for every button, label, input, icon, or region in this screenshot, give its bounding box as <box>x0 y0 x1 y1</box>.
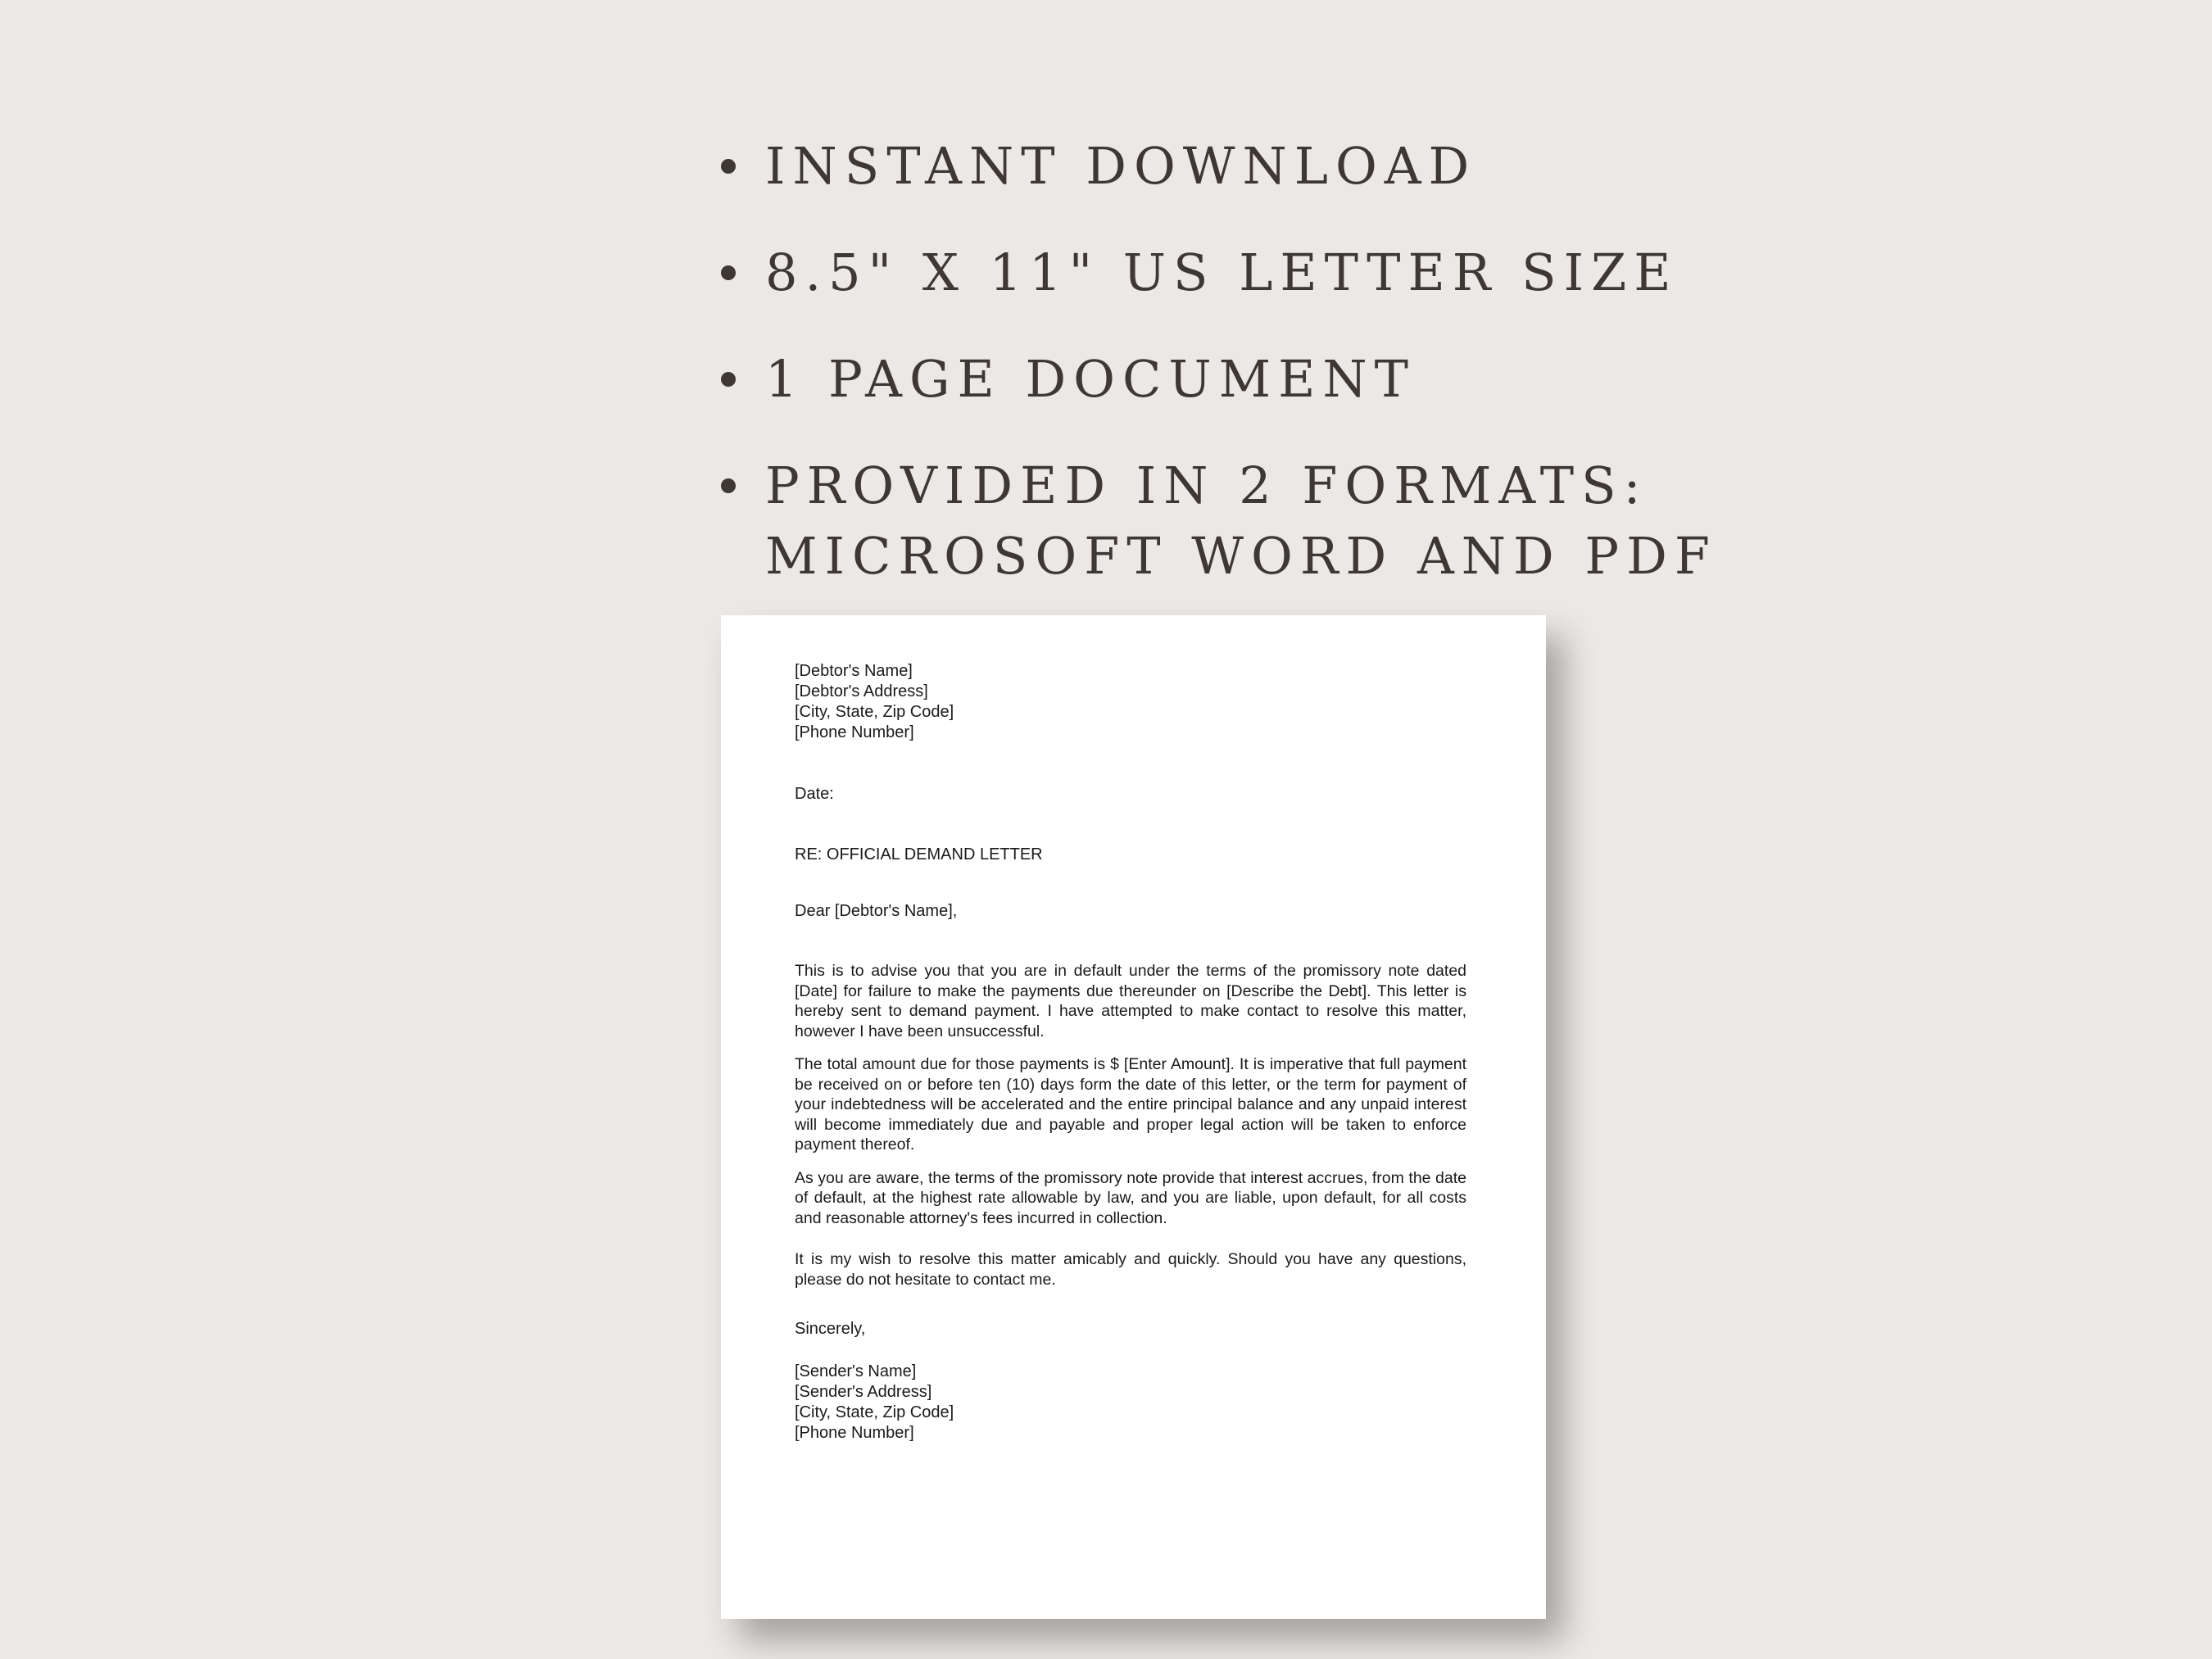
paragraph: The total amount due for those payments is $ [Enter Amount]. It is imperative that full payment be received on or before ten (10) days form the date of this letter, or the term for payment of your indebtedness will be accelerated and the entire principal balance and any unpaid interest will become immediately due and payable and proper legal action will be taken to enforce payment thereof. <box>795 1055 1466 1154</box>
bullet-icon <box>721 265 736 280</box>
sender-address: [Sender's Address] <box>795 1383 932 1401</box>
feature-item <box>721 131 1786 202</box>
bullet-icon <box>721 372 736 387</box>
feature-text: MICROSOFT WORD AND PDF <box>765 526 1717 586</box>
letter-content <box>795 661 1466 1444</box>
bullet-icon <box>721 159 736 174</box>
bullet-icon <box>721 478 736 493</box>
date-label: Date: <box>795 785 834 803</box>
debtor-phone: [Phone Number] <box>795 723 914 741</box>
sender-name: [Sender's Name] <box>795 1362 917 1380</box>
debtor-block <box>795 661 1466 743</box>
paragraph: As you are aware, the terms of the promissory note provide that interest accrues, from the date of default, at the highest rate allowable by law, and you are liable, upon default, for all costs and reasonable attorney's fees incurred in collection. <box>795 1168 1466 1227</box>
feature-list <box>721 131 1786 628</box>
feature-item <box>721 238 1786 308</box>
feature-text: 1 PAGE DOCUMENT <box>765 349 1416 409</box>
feature-item <box>721 451 1786 592</box>
sender-block <box>795 1362 1466 1444</box>
paragraph: It is my wish to resolve this matter amicably and quickly. Should you have any questions, please do not hesitate to contact me. <box>795 1250 1466 1289</box>
letter-preview <box>721 615 1546 1619</box>
feature-text: INSTANT DOWNLOAD <box>765 136 1477 196</box>
sender-city: [City, State, Zip Code] <box>795 1403 954 1421</box>
re-line: RE: OFFICIAL DEMAND LETTER <box>795 845 1043 863</box>
feature-text: PROVIDED IN 2 FORMATS: <box>765 456 1648 515</box>
debtor-address: [Debtor's Address] <box>795 682 928 700</box>
debtor-name: [Debtor's Name] <box>795 662 913 680</box>
sender-phone: [Phone Number] <box>795 1424 914 1442</box>
closing: Sincerely, <box>795 1320 866 1338</box>
feature-item <box>721 344 1786 415</box>
salutation: Dear [Debtor's Name], <box>795 902 958 920</box>
feature-text: 8.5" X 11" US LETTER SIZE <box>765 243 1679 302</box>
debtor-city: [City, State, Zip Code] <box>795 703 954 721</box>
paragraph: This is to advise you that you are in default under the terms of the promissory note dated [Date] for failure to make the payments due thereunder on [Describe the Debt]. This letter is hereby sent to demand payment. I have attempted to make contact to resolve this matter, however I have been unsuccessful. <box>795 962 1466 1040</box>
